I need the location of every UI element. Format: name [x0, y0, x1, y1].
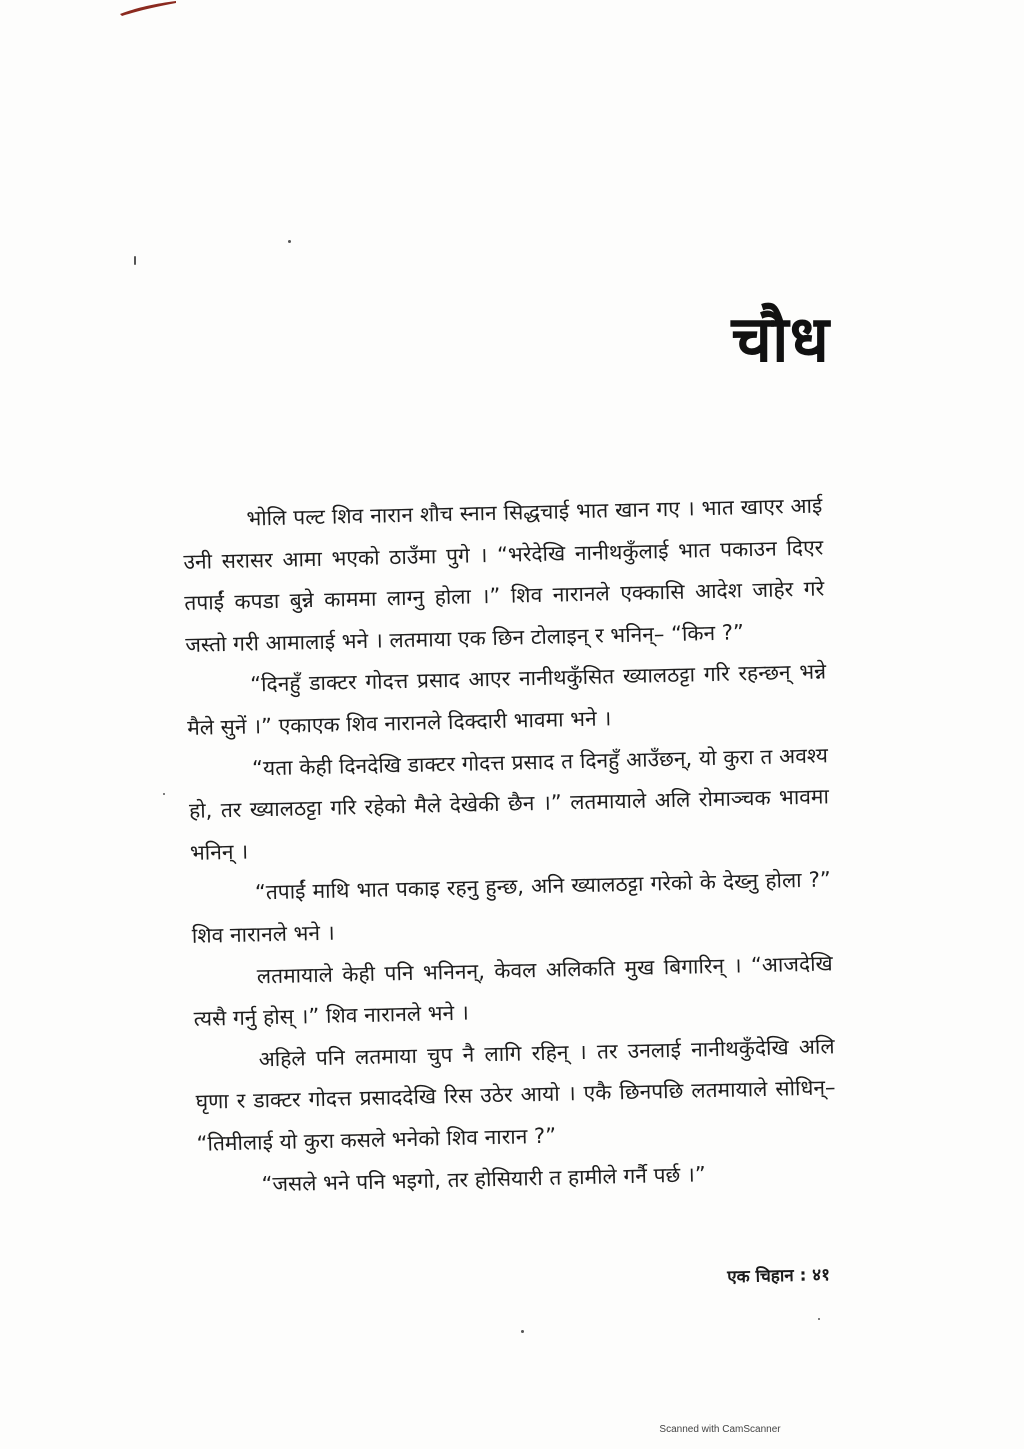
scan-speck: [134, 256, 136, 265]
paragraph: “तपाईं माथि भात पकाइ रहनु हुन्छ, अनि ख्यालठट्टा गरेको के देख्नु होला ?” शिव नारानले भने ।: [191, 867, 832, 948]
paragraph: अहिले पनि लतमाया चुप नै लागि रहिन् । तर उनलाई नानीथकुँदेखि अलि घृणा र डाक्टर गोदत्त प्रसाददेखि रिस उठेर आयो । एकै छिनपछि लतमायाले सोधिन्– “तिमीलाई यो कुरा कसले भनेको शिव नारान ?”: [195, 1034, 836, 1156]
page-footer-running-title: एक चिहान : ४१: [727, 1265, 831, 1288]
chapter-body: [182, 485, 838, 1206]
scan-speck: [288, 240, 291, 243]
paragraph: “यता केही दिनदेखि डाक्टर गोदत्त प्रसाद त दिनहुँ आउँछन्, यो कुरा त अवश्य हो, तर ख्यालठट्टा गरि रहेको मैले देखेकी छैन ।” लतमायाले अलि रोमाञ्चक भावमा भनिन् ।: [188, 742, 830, 865]
paragraph: लतमायाले केही पनि भनिनन्, केवल अलिकति मुख बिगारिन् । “आजदेखि त्यसै गर्नु होस् ।” शिव नारानले भने ।: [193, 950, 833, 1031]
scan-speck: [818, 1318, 820, 1320]
paragraph: “जसले भने पनि भइगो, तर होसियारी त हामीले गर्नै पर्छ ।”: [261, 1161, 706, 1196]
paragraph: भोलि पल्ट शिव नारान शौच स्नान सिद्धचाई भात खान गए । भात खाएर आई उनी सरासर आमा भएको ठाउँमा पुगे । “भरेदेखि नानीथकुँलाई भात पकाउन दिएर तपाईं कपडा बुन्ने काममा लाग्नु होला ।” शिव नारानले एक्कासि आदेश जाहेर गरे जस्तो गरी आमालाई भने । लतमाया एक छिन टोलाइन् र भनिन्– “किन ?”: [183, 493, 825, 657]
chapter-title: चौध: [731, 303, 830, 377]
scanner-watermark: Scanned with CamScanner: [659, 1424, 781, 1435]
paragraph: “दिनहुँ डाक्टर गोदत्त प्रसाद आएर नानीथकुँसित ख्यालठट्टा गरि रहन्छन् भन्ने मैले सुनें ।” एकाएक शिव नारानले दिक्दारी भावमा भने ।: [186, 659, 827, 740]
corner-ink-mark: [118, 0, 178, 16]
scan-speck: [163, 793, 165, 795]
scan-speck: [521, 1330, 524, 1333]
